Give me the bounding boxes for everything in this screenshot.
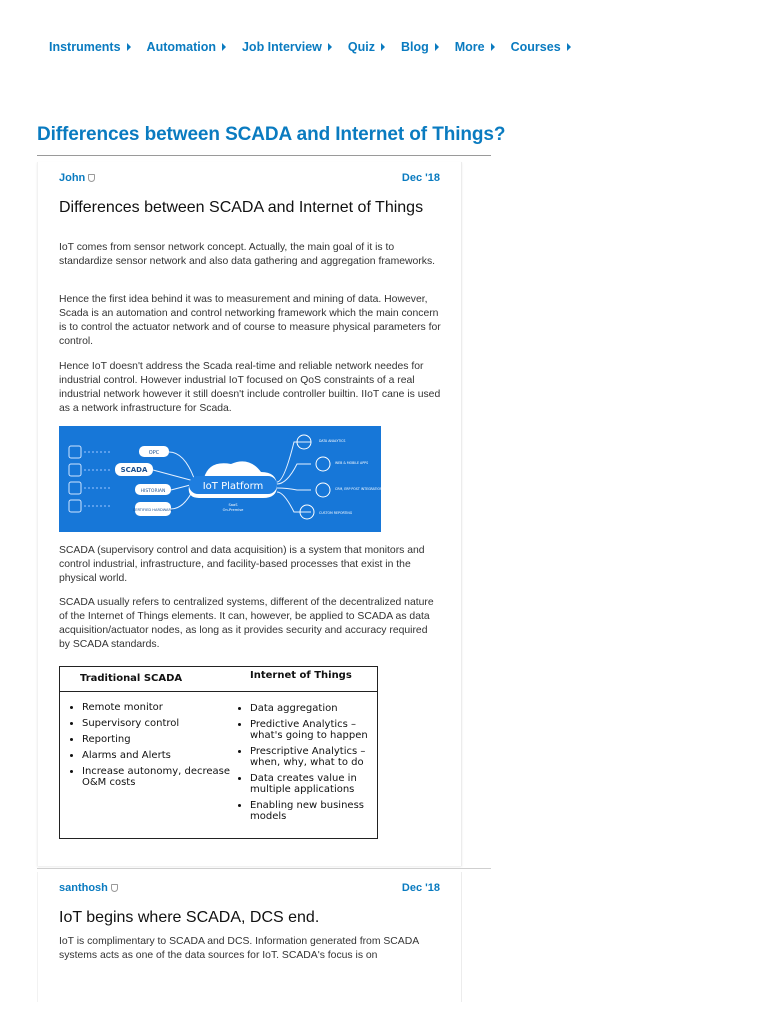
nav-item-instruments[interactable] xyxy=(49,40,131,54)
post-meta xyxy=(59,172,440,184)
list-item: • Data aggregation xyxy=(250,703,384,714)
title-divider xyxy=(37,155,491,156)
nav-item-job-interview[interactable] xyxy=(242,40,332,54)
caret-right-icon xyxy=(381,43,385,51)
nav-item-label: Quiz xyxy=(347,40,375,54)
list-item: • Predictive Analytics – what's going to happen xyxy=(250,719,384,741)
diagram-node-label: SCADA xyxy=(120,466,148,474)
device-icon xyxy=(69,464,81,476)
post-paragraph: SCADA (supervisory control and data acquisition) is a system that monitors and control industrial, infrastructure, and facility-based processes that exist in the physical world. xyxy=(59,545,425,584)
nav-item-label: Instruments xyxy=(49,40,121,54)
diagram-output-label: CRM, ERP POST INTEGRATION xyxy=(335,487,381,491)
post-paragraph: Hence IoT doesn't address the Scada real-time and reliable network needes for industrial control. However industrial IoT focused on QoS constraints of a real industrial network however it still doesn't include controller builtin. IIoT cane is used as a network infrastructure for Scada. xyxy=(59,361,441,414)
list-item: • Alarms and Alerts xyxy=(82,750,232,761)
post-heading: Differences between SCADA and Internet of Things xyxy=(59,199,424,216)
post-card xyxy=(37,872,462,1002)
device-icon xyxy=(69,500,81,512)
device-icon xyxy=(69,446,81,458)
post-divider xyxy=(37,868,491,869)
integration-icon xyxy=(316,483,330,497)
table-divider xyxy=(60,691,377,692)
nav-item-label: Blog xyxy=(400,40,429,54)
list-item: • Data creates value in multiple applications xyxy=(250,773,384,795)
caret-right-icon xyxy=(127,43,131,51)
author-name: santhosh xyxy=(59,882,108,894)
caret-right-icon xyxy=(567,43,571,51)
post-date[interactable]: Dec '18 xyxy=(401,172,440,184)
post-content xyxy=(59,909,441,927)
diagram-output-label: WEB & MOBILE APPS xyxy=(335,461,369,465)
platform-sub-label: On-Premise xyxy=(222,508,244,512)
nav-item-courses[interactable] xyxy=(511,40,571,54)
nav-item-label: Job Interview xyxy=(241,40,322,54)
post-card xyxy=(37,162,462,866)
shield-icon xyxy=(111,884,118,892)
table-header-iot: Internet of Things xyxy=(250,670,352,681)
list-item: • Supervisory control xyxy=(82,718,232,729)
post-paragraph: IoT comes from sensor network concept. Actually, the main goal of it is to standardize sensor network and also data gathering and aggregation frameworks. xyxy=(59,242,436,267)
list-item: • Enabling new business models xyxy=(250,800,384,822)
caret-right-icon xyxy=(491,43,495,51)
post-date[interactable]: Dec '18 xyxy=(401,882,440,894)
platform-sub-label: SaaS xyxy=(228,503,238,507)
nav-item-quiz[interactable] xyxy=(348,40,385,54)
post-meta xyxy=(59,882,440,894)
top-navigation xyxy=(49,40,587,54)
nav-item-label: Automation xyxy=(146,40,216,54)
nav-item-label: Courses xyxy=(510,40,561,54)
scada-vs-iot-table xyxy=(59,666,378,839)
post-paragraph: Hence the first idea behind it was to measurement and mining of data. However, Scada is an automation and control networking framework which the main concern is to control the actuator network and of course to measure physical parameters for control. xyxy=(59,294,441,347)
platform-label: IoT Platform xyxy=(202,481,264,492)
diagram-node-label: HISTORIAN xyxy=(140,489,166,494)
mobile-apps-icon xyxy=(316,457,330,471)
list-item: • Remote monitor xyxy=(82,702,232,713)
iot-platform-diagram xyxy=(59,426,381,532)
caret-right-icon xyxy=(328,43,332,51)
table-header-scada: Traditional SCADA xyxy=(80,673,183,684)
post-author[interactable] xyxy=(59,172,95,184)
caret-right-icon xyxy=(222,43,226,51)
nav-item-automation[interactable] xyxy=(147,40,226,54)
shield-icon xyxy=(88,174,95,182)
post-content xyxy=(59,199,441,217)
device-icon xyxy=(69,482,81,494)
caret-right-icon xyxy=(435,43,439,51)
list-item: • Prescriptive Analytics – when, why, what to do xyxy=(250,746,384,768)
nav-item-label: More xyxy=(454,40,485,54)
diagram-output-label: DATA ANALYTICS xyxy=(319,439,346,443)
post-paragraph: SCADA usually refers to centralized systems, different of the decentralized nature of the Internet of Things elements. It can, however, be applied to SCADA as data acquisition/actuator nodes, as long as it provides security and accuracy required by SCADA standards. xyxy=(59,597,434,650)
post-heading: IoT begins where SCADA, DCS end. xyxy=(59,909,320,926)
diagram-output-label: CUSTOM REPORTING xyxy=(319,511,353,515)
diagram-node-label: OPC xyxy=(148,450,160,456)
scada-list xyxy=(68,702,232,793)
nav-item-blog[interactable] xyxy=(401,40,439,54)
list-item: • Reporting xyxy=(82,734,232,745)
list-item: • Increase autonomy, decrease O&M costs xyxy=(82,766,232,788)
post-author[interactable] xyxy=(59,882,118,894)
iot-list xyxy=(236,703,384,827)
nav-item-more[interactable] xyxy=(455,40,495,54)
post-paragraph: IoT is complimentary to SCADA and DCS. Information generated from SCADA systems acts as one of the data sources for IoT. SCADA's focus is on xyxy=(59,936,419,961)
diagram-node-label: CERTIFIED HARDWARE xyxy=(132,508,174,512)
author-name: John xyxy=(59,172,86,184)
topic-title[interactable]: Differences between SCADA and Internet of Things? xyxy=(37,124,506,145)
